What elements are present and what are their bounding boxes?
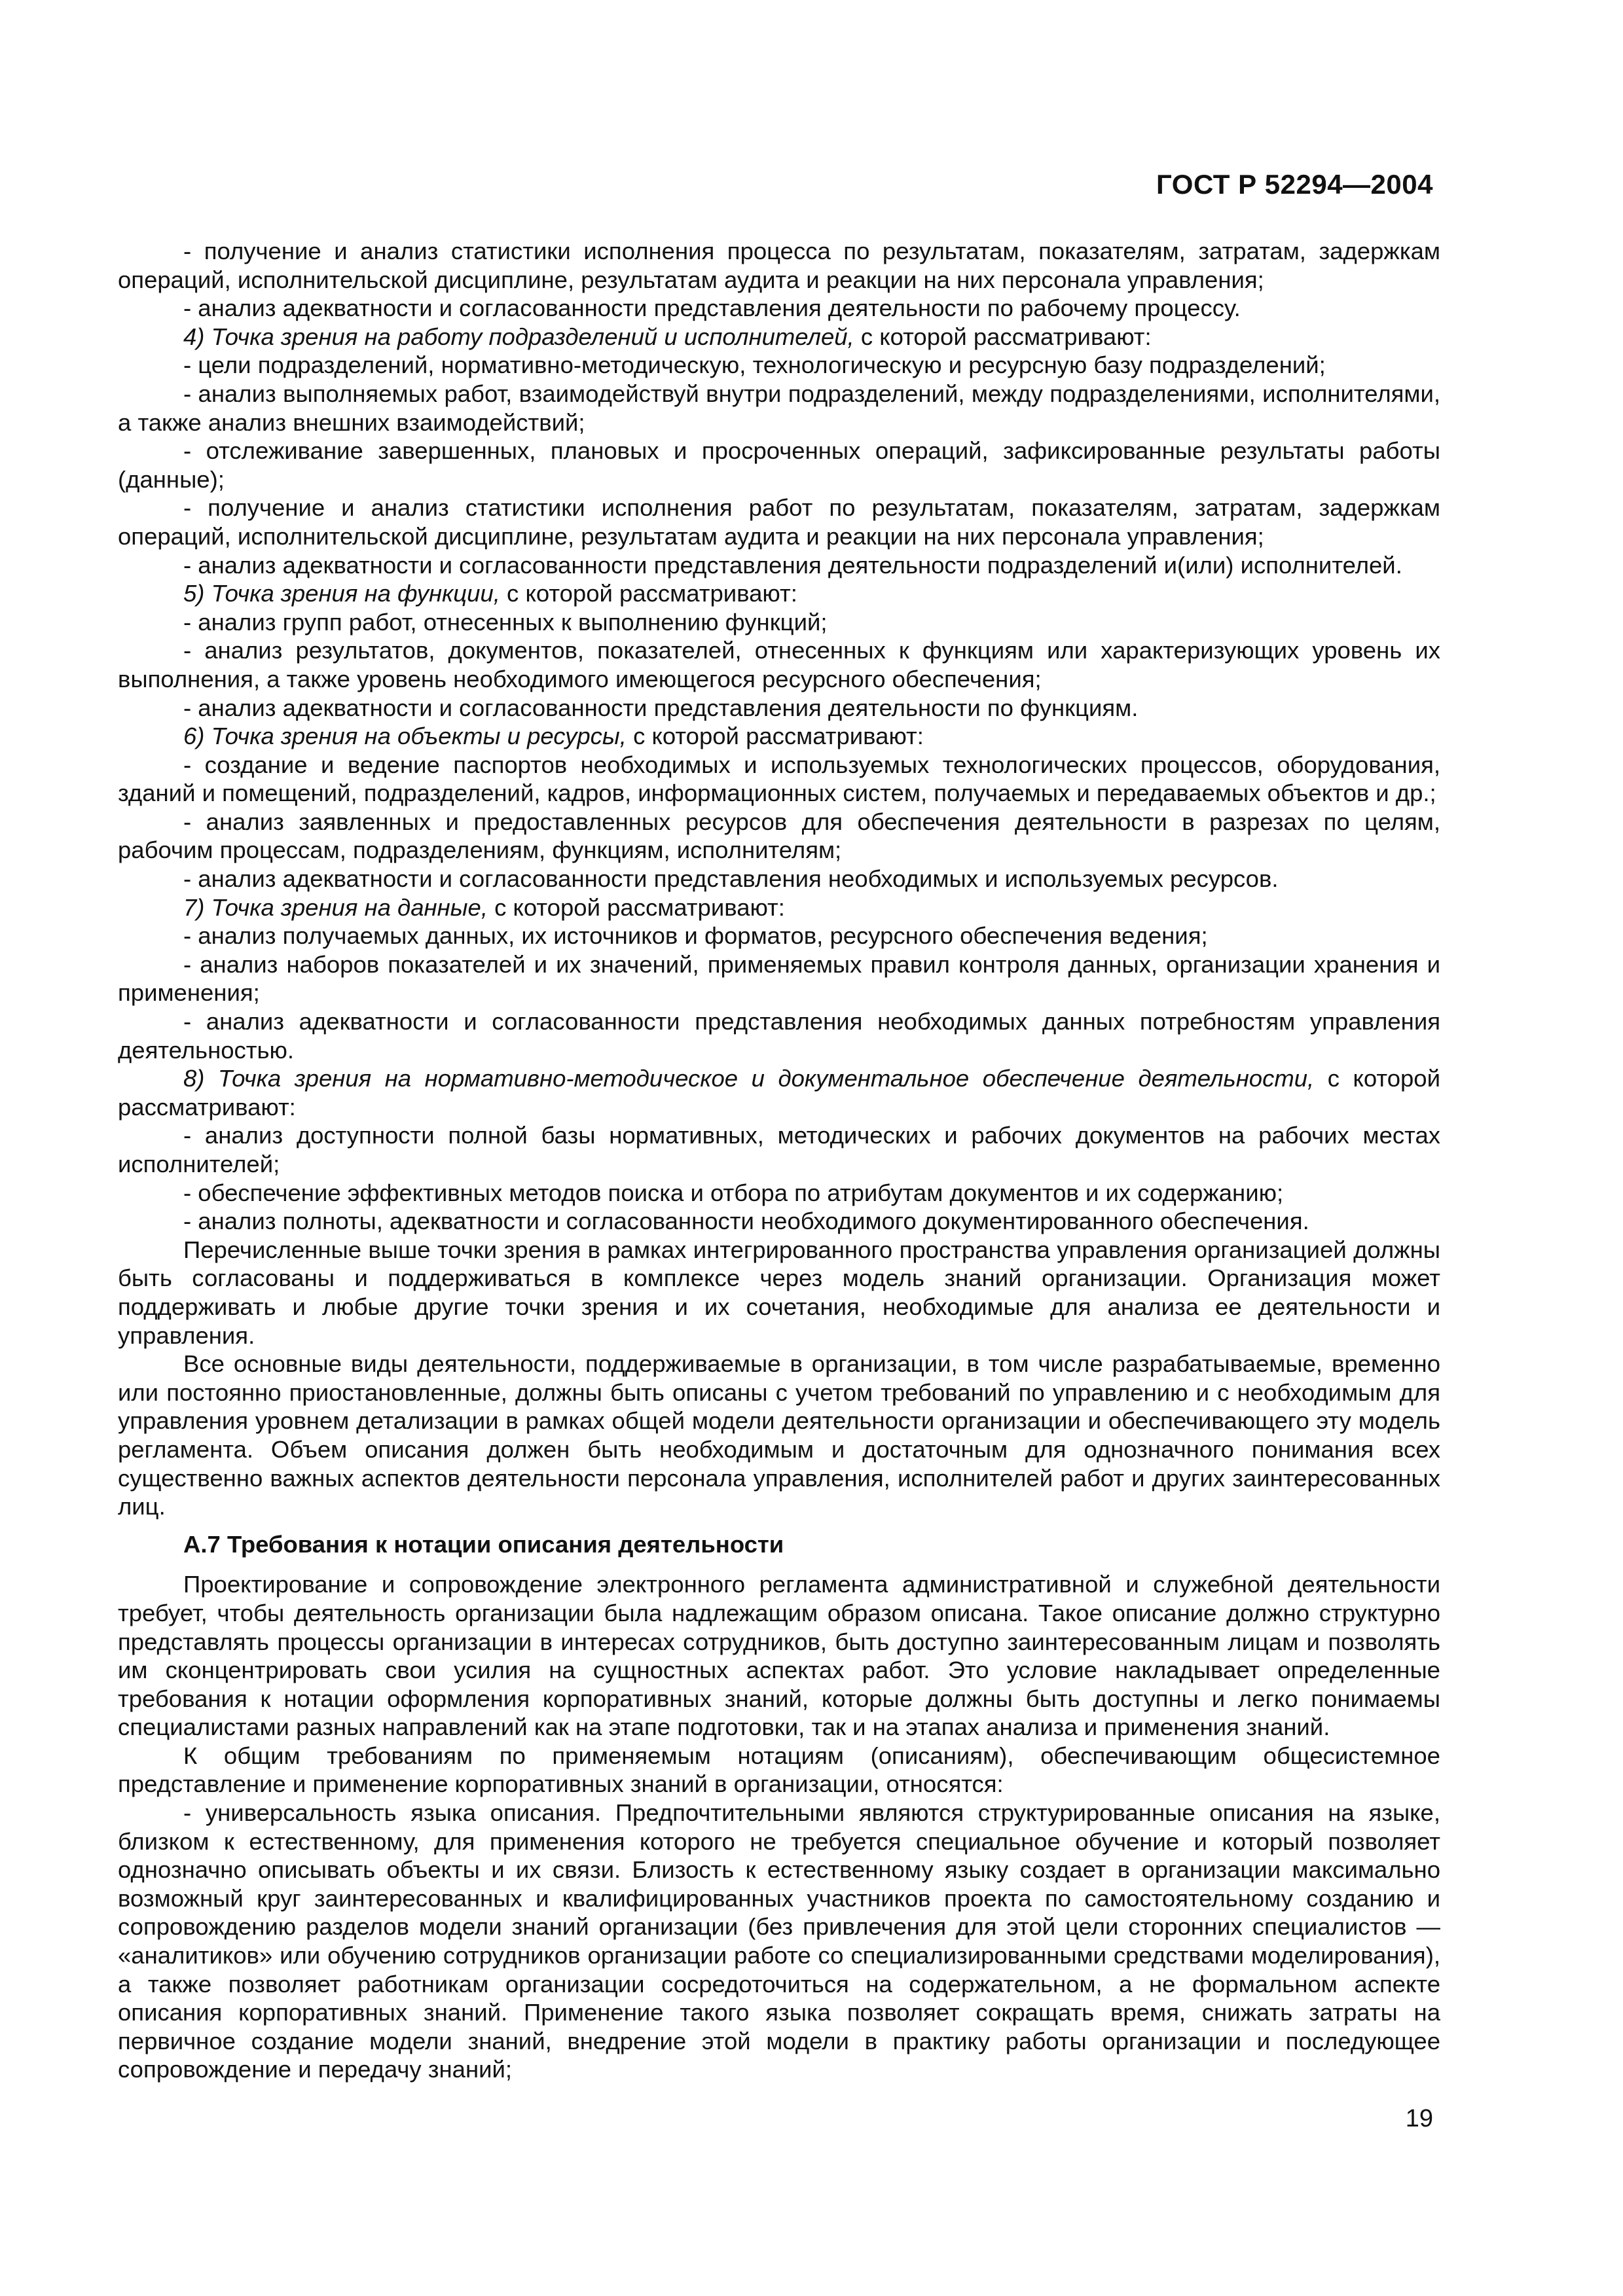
- paragraph-text: - отслеживание завершенных, плановых и просроченных операций, зафиксированные результаты работы (данные);: [118, 437, 1440, 493]
- viewpoint-title: 6) Точка зрения на объекты и ресурсы,: [183, 723, 627, 750]
- paragraph-text: - обеспечение эффективных методов поиска и отбора по атрибутам документов и их содержанию;: [183, 1179, 1284, 1206]
- paragraph: [118, 237, 1440, 294]
- paragraph: [118, 636, 1440, 693]
- paragraph: [118, 1236, 1440, 1350]
- paragraph-text: - анализ наборов показателей и их значений, применяемых правил контроля данных, организации хранения и применения;: [118, 950, 1440, 1007]
- paragraph-text: с которой рассматривают:: [487, 893, 785, 921]
- paragraph: [118, 808, 1440, 865]
- paragraph: [118, 493, 1440, 550]
- paragraph: [118, 1064, 1440, 1121]
- paragraph: [118, 1350, 1440, 1521]
- paragraph-text: - анализ адекватности и согласованности представления деятельности по рабочему процессу.: [183, 295, 1241, 322]
- document-body: [118, 237, 1440, 2084]
- section-heading: [118, 1530, 1440, 1559]
- paragraph-text: - анализ результатов, документов, показателей, отнесенных к функциям или характеризующих уровень их выполнения, а также уровень необходимого имеющегося ресурсного обеспечения;: [118, 637, 1440, 692]
- paragraph: [118, 865, 1440, 893]
- paragraph: [118, 950, 1440, 1007]
- paragraph-text: К общим требованиям по применяемым нотациям (описаниям), обеспечивающим общесистемное представление и применение корпоративных знаний в организации, относятся:: [118, 1742, 1440, 1798]
- paragraph: [118, 1742, 1440, 1799]
- viewpoint-title: 8) Точка зрения на нормативно-методическое и документальное обеспечение деятельности,: [183, 1065, 1315, 1092]
- paragraph-text: - получение и анализ статистики исполнения процесса по результатам, показателям, затратам, задержкам операций, исполнительской дисциплине, результатам аудита и реакции на них персонала управления;: [118, 238, 1440, 293]
- paragraph: [118, 380, 1440, 437]
- paragraph-text: с которой рассматривают:: [500, 580, 797, 607]
- paragraph-text: - анализ адекватности и согласованности представления деятельности подразделений и(или) исполнителей.: [183, 551, 1402, 579]
- viewpoint-title: 4) Точка зрения на работу подразделений и исполнителей,: [183, 323, 854, 350]
- paragraph-text: с которой рассматривают:: [118, 1065, 1440, 1121]
- paragraph: [118, 694, 1440, 723]
- paragraph: [118, 1121, 1440, 1178]
- paragraph-text: - анализ адекватности и согласованности представления деятельности по функциям.: [183, 694, 1139, 721]
- paragraph: [118, 922, 1440, 950]
- paragraph-text: - анализ адекватности и согласованности представления необходимых и используемых ресурсов.: [183, 865, 1279, 893]
- paragraph: [118, 893, 1440, 922]
- paragraph-text: - получение и анализ статистики исполнения работ по результатам, показателям, затратам, задержкам операций, исполнительской дисциплине, результатам аудита и реакции на них персонала управления;: [118, 494, 1440, 550]
- paragraph-text: Все основные виды деятельности, поддерживаемые в организации, в том числе разрабатываемые, временно или постоянно приостановленные, должны быть описаны с учетом требований по управлению и с необходимым для управления уровнем детализации в рамках общей модели деятельности организации и обеспечивающего эту модель регламента. Объем описания должен быть необходимым и достаточным для однозначного понимания всех существенно важных аспектов деятельности персонала управления, исполнителей работ и других заинтересованных лиц.: [118, 1350, 1440, 1520]
- document-header: ГОСТ Р 52294—2004: [1156, 169, 1433, 200]
- paragraph-text: - универсальность языка описания. Предпочтительными являются структурированные описания на языке, близком к естественному, для применения которого не требуется специальное обучение и который позволяет однозначно описывать объекты и их связи. Близость к естественному языку создает в организации максимально возможный круг заинтересованных и квалифицированных участников проекта по самостоятельному созданию и сопровождению разделов модели знаний организации (без привлечения для этой цели сторонних специалистов — «аналитиков» или обучению сотрудников организации работе со специализированными средствами моделирования), а также позволяет работникам организации сосредоточиться на содержательном, а не формальном аспекте описания корпоративных знаний. Применение такого языка позволяет сокращать время, снижать затраты на первичное создание модели знаний, внедрение этой модели в практику работы организации и последующее сопровождение и передачу знаний;: [118, 1799, 1440, 2083]
- paragraph-text: Перечисленные выше точки зрения в рамках интегрированного пространства управления организацией должны быть согласованы и поддерживаться в комплексе через модель знаний организации. Организация может поддерживать и любые другие точки зрения и их сочетания, необходимые для анализа ее деятельности и управления.: [118, 1236, 1440, 1349]
- paragraph-text: с которой рассматривают:: [854, 323, 1152, 350]
- paragraph: [118, 1799, 1440, 2084]
- paragraph: [118, 1570, 1440, 1742]
- paragraph-text: - анализ выполняемых работ, взаимодействуй внутри подразделений, между подразделениями, исполнителями, а также анализ внешних взаимодействий;: [118, 380, 1440, 436]
- paragraph-text: - анализ групп работ, отнесенных к выполнению функций;: [183, 608, 828, 636]
- paragraph: [118, 294, 1440, 323]
- paragraph-text: - анализ адекватности и согласованности представления необходимых данных потребностям управления деятельностью.: [118, 1008, 1440, 1064]
- paragraph: [118, 722, 1440, 751]
- viewpoint-title: 7) Точка зрения на данные,: [183, 893, 488, 921]
- paragraph: [118, 608, 1440, 637]
- paragraph: [118, 1179, 1440, 1208]
- paragraph-text: Проектирование и сопровождение электронного регламента административной и служебной деятельности требует, чтобы деятельность организации была надлежащим образом описана. Такое описание должно структурно представлять процессы организации в интересах сотрудников, быть доступно заинтересованным лицам и позволять им сконцентрировать свои усилия на сущностных аспектах работ. Это условие накладывает определенные требования к нотации оформления корпоративных знаний, которые должны быть доступны и легко понимаемы специалистами разных направлений как на этапе подготовки, так и на этапах анализа и применения знаний.: [118, 1571, 1440, 1741]
- paragraph: [118, 751, 1440, 808]
- paragraph-text: А.7 Требования к нотации описания деятельности: [183, 1530, 784, 1558]
- paragraph-text: - цели подразделений, нормативно-методическую, технологическую и ресурсную базу подразделений;: [183, 351, 1326, 379]
- paragraph: [118, 323, 1440, 351]
- paragraph-text: с которой рассматривают:: [626, 723, 924, 750]
- paragraph: [118, 1207, 1440, 1236]
- paragraph: [118, 579, 1440, 608]
- paragraph-text: - анализ полноты, адекватности и согласованности необходимого документированного обеспечения.: [183, 1208, 1309, 1235]
- page-number: 19: [1405, 2105, 1433, 2132]
- paragraph-text: - создание и ведение паспортов необходимых и используемых технологических процессов, оборудования, зданий и помещений, подразделений, кадров, информационных систем, получаемых и передаваемых объектов и др.;: [118, 751, 1440, 807]
- paragraph: [118, 1007, 1440, 1064]
- paragraph-text: - анализ доступности полной базы нормативных, методических и рабочих документов на рабочих местах исполнителей;: [118, 1122, 1440, 1177]
- paragraph: [118, 551, 1440, 580]
- paragraph: [118, 437, 1440, 493]
- viewpoint-title: 5) Точка зрения на функции,: [183, 580, 500, 607]
- paragraph: [118, 351, 1440, 380]
- paragraph-text: - анализ заявленных и предоставленных ресурсов для обеспечения деятельности в разрезах по целям, рабочим процессам, подразделениям, функциям, исполнителям;: [118, 808, 1440, 864]
- paragraph-text: - анализ получаемых данных, их источников и форматов, ресурсного обеспечения ведения;: [183, 922, 1208, 950]
